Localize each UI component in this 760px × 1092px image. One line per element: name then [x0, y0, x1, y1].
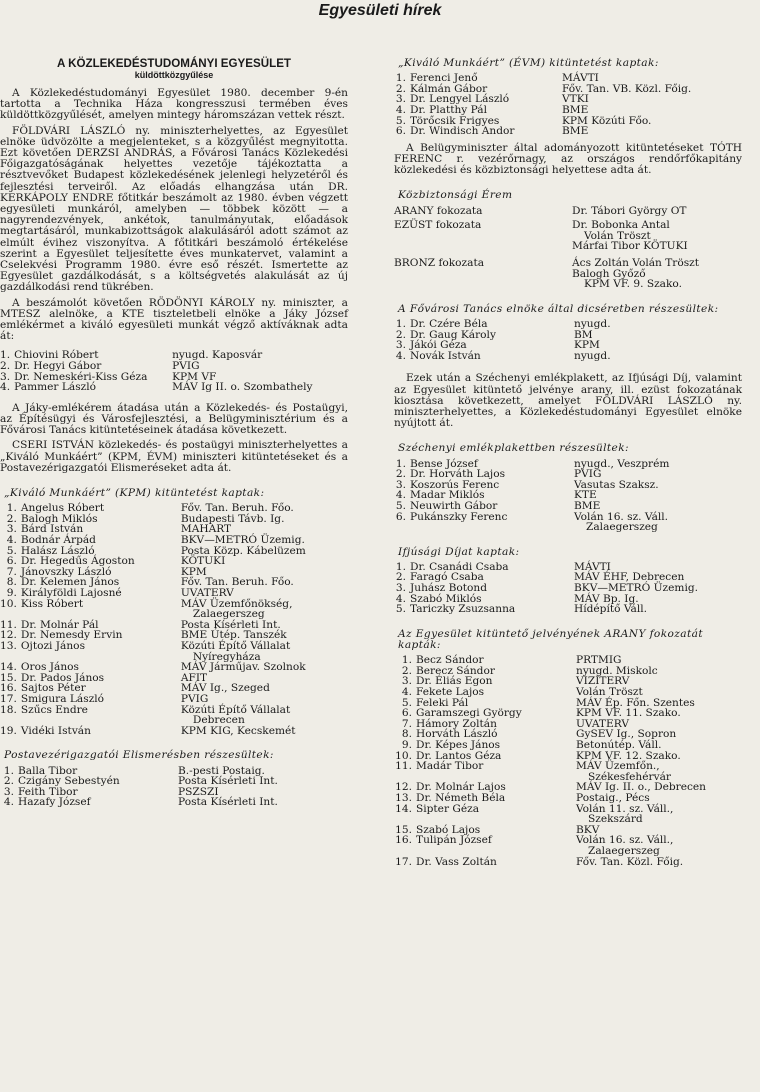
paragraph: A Belügyminiszter által adományozott kitüntetéseket TÓTH FERENC r. vezérőrnagy, az országos rendőrfőkapitány közlekedési és közbiztonsági helyettese adta át.: [394, 141, 742, 177]
list-item: 9. Dr. Képes János Betonútép. Váll.: [401, 739, 662, 752]
list-item: 3. Koszorús Ferenc Vasutas Szaksz.: [395, 478, 659, 491]
list-item: 4. Bodnár Árpád BKV—METRÓ Üzemig.: [6, 534, 305, 547]
ifjusagi-heading: Ifjúsági Díjat kaptak:: [398, 545, 520, 558]
list-item: 17. Smigura László PVIG: [0, 692, 209, 705]
list-item: 13. Dr. Németh Béla Postaig., Pécs: [395, 791, 650, 804]
list-item: 1. Dr. Czére Béla nyugd.: [395, 317, 611, 330]
page-title: Egyesületi hírek: [318, 2, 442, 19]
list-item: 5. Törőcsik Frigyes KPM Közúti Főo.: [395, 114, 652, 127]
kpm-heading: „Kiváló Munkáért” (KPM) kitüntetést kaptak:: [4, 487, 265, 500]
list-item: 3. Jákói Géza KPM: [395, 339, 600, 352]
page-header: [0, 0, 760, 18]
arany-list: [394, 655, 706, 867]
dicseret-list: [394, 319, 611, 361]
list-item: EZÜST fokozata Dr. Bobonka Antal Volán Tröszt Márfai Tibor KÖTUKI: [394, 219, 688, 253]
jaky-list: [0, 350, 313, 392]
list-item: 2. Dr. Hegyi Gábor PVIG: [0, 360, 200, 373]
list-item: 2. Berecz Sándor nyugd. Miskolc: [401, 664, 658, 677]
list-item: 3. Bárd István MAHART: [6, 523, 232, 536]
list-item: 9. Királyföldi Lajosné UVATERV: [6, 587, 234, 600]
list-item: BRONZ fokozata Ács Zoltán Volán Tröszt Balogh Győző KPM VF. 9. Szako.: [394, 256, 700, 291]
list-item: 6. Dr. Windisch Andor BME: [395, 125, 589, 138]
list-item: 1. Angelus Róbert Főv. Tan. Beruh. Főo.: [6, 502, 294, 515]
paragraph: FÖLDVÁRI LÁSZLÓ ny. miniszterhelyettes, az Egyesület elnöke üdvözölte a megjelenteket, s a közgyűlést megnyitotta. Ezt követően DERZSI ANDRÁS, a Fővárosi Tanács Közlekedési Főigazgatóságának helyettes vezetője tájékoztatta a résztvevőket Budapest közlekedésének jelenlegi helyzetéről és fejlesztési terveiről. Az előadás elhangzása után DR. KERKÁPOLY ENDRE főtitkár beszámolt az 1980. évben végzett egyesületi munkáról, amelyben — többek között — a nagyrendezvények, ankétok, tanulmányutak, előadások megtartásáról, munkabizottságok alakulásáról adott számot az elmúlt évihez viszonyítva. A főtitkári beszámoló értékelése szerint a Egyesület teljesítette éves munkatervet, valamint a Cselekvési Programm 1980. évre eső részét. Ismertette az Egyesület gazdálkodását, s a költségvetés alakulását az új gazdálkodási rend tükrében.: [0, 124, 348, 294]
paragraph: Ezek után a Széchenyi emlékplakett, az Ifjúsági Díj, valamint az Egyesület kitüntető jelvénye arany, ill. ezüst fokozatának kiosztása következett, amelyet FÖLDVÁRI LÁSZLÓ ny. miniszterhelyettes, a Közlekedéstudományi Egyesület elnöke nyújtott át.: [394, 372, 742, 430]
list-item: 6. Garamszegi György KPM VF. 11. Szako.: [401, 707, 681, 720]
list-item: 5. Halász László Posta Közp. Kábelüzem: [6, 544, 306, 557]
posta-heading: Postavezérigazgatói Elismerésben részesültek:: [4, 749, 274, 762]
evm-list: [394, 73, 691, 137]
list-item: 3. Dr. Lengyel László VTKI: [395, 93, 589, 106]
evm-heading: „Kiváló Munkáért” (ÉVM) kitüntetést kaptak:: [398, 57, 659, 69]
list-item: 13. Ojtozi János Közúti Építő Vállalat Nyíregyháza: [0, 639, 291, 663]
list-item: 4. Szabó Miklós MÁV Bp. Ig.: [395, 592, 639, 605]
list-item: 8. Horváth László GySEV Ig., Sopron: [401, 728, 677, 741]
list-item: 15. Dr. Pados János AFIT: [0, 671, 208, 684]
list-item: 10. Kiss Róbert MÁV Üzemfőnökség, Zalaegerszeg: [0, 597, 293, 621]
paragraph: A Jáky-emlékérem átadása után a Közlekedés- és Postaügyi, az Építésügyi és Városfejlesztési, a Belügyminisztérium és a Fővárosi Tanács kitüntetéseinek átadása következett.: [0, 401, 348, 437]
list-item: 10. Dr. Lantos Géza KPM VF. 12. Szako.: [395, 749, 681, 762]
list-item: 1. Becz Sándor PRTMIG: [401, 654, 622, 667]
szechenyi-list: [394, 459, 669, 533]
list-item: 14. Oros János MÁV Járműjav. Szolnok: [0, 661, 306, 674]
list-item: 15. Szabó Lajos BKV: [395, 823, 600, 836]
list-item: 3. Dr. Éliás Egon VIZITERV: [401, 675, 630, 688]
szechenyi-heading: Széchenyi emlékplakettben részesültek:: [398, 442, 630, 455]
list-item: 8. Dr. Kelemen János Főv. Tan. Beruh. Főo.: [6, 576, 294, 589]
list-item: 19. Vidéki István KPM KIG, Kecskemét: [0, 724, 296, 737]
list-item: 18. Szűcs Endre Közúti Építő Vállalat Debrecen: [0, 703, 291, 727]
list-item: 16. Tulipán József Volán 16. sz. Váll., Zalaegerszeg: [395, 834, 674, 857]
list-item: 1. Dr. Csanádi Csaba MÁVTI: [395, 560, 611, 573]
ifjusagi-list: [394, 562, 698, 615]
list-item: 3. Juhász Botond BKV—METRÓ Üzemig.: [395, 582, 698, 595]
paragraph: A beszámolót követően RÖDÖNYI KÁROLY ny. miniszter, a MTESZ alelnöke, a KTE tiszteletbeli elnöke a Jáky József emlékérmet a kiváló egyesületi munkát végző aktíváknak adta át:: [0, 296, 348, 343]
list-item: 11. Madár Tibor MÁV Üzemfőn., Székesfehérvár: [395, 760, 671, 783]
list-item: ARANY fokozata Dr. Tábori György OT: [394, 204, 687, 217]
list-item: 5. Neuwirth Gábor BME: [395, 499, 601, 512]
list-item: 2. Czigány Sebestyén Posta Kísérleti Int.: [3, 775, 278, 788]
erem-list: [394, 206, 699, 290]
paragraph: A Közlekedéstudományi Egyesület 1980. december 9-én tartotta a Technika Háza kongresszusi termében éves küldöttközgyűlését, amelyen mintegy háromszázan vettek részt.: [0, 87, 348, 122]
list-item: 2. Dr. Gaug Károly BM: [395, 328, 593, 341]
list-item: 3. Dr. Nemeskéri-Kiss Géza KPM VF: [0, 370, 217, 383]
list-item: 2. Balogh Miklós Budapesti Távb. Ig.: [6, 512, 285, 525]
list-item: 12. Dr. Nemesdy Ervin BME Útép. Tanszék: [0, 629, 287, 642]
list-item: 1. Bense József nyugd., Veszprém: [395, 457, 670, 470]
kpm-list: [0, 503, 306, 736]
list-item: 17. Dr. Vass Zoltán Főv. Tan. Közl. Főig.: [395, 855, 684, 868]
list-item: 4. Dr. Platthy Pál BME: [395, 103, 589, 116]
list-item: 2. Dr. Horváth Lajos PVIG: [395, 468, 602, 481]
list-item: 12. Dr. Molnár Lajos MÁV Ig. II. o., Debrecen: [395, 781, 706, 794]
list-item: 11. Dr. Molnár Pál Posta Kísérleti Int.: [0, 618, 281, 631]
list-item: 14. Sipter Géza Volán 11. sz. Váll., Szekszárd: [395, 802, 674, 826]
intro-paragraphs: [0, 88, 348, 342]
list-item: 7. Hámory Zoltán UVATERV: [401, 717, 629, 730]
posta-list: [0, 766, 278, 808]
list-item: 4. Hazafy József Posta Kísérleti Int.: [3, 796, 278, 809]
article-title: A KÖZLEKEDÉSTUDOMÁNYI EGYESÜLET: [56, 57, 292, 70]
list-item: 2. Faragó Csaba MÁV ÉHF, Debrecen: [395, 571, 685, 584]
list-item: 1. Balla Tibor B.-pesti Postaig.: [3, 764, 265, 777]
list-item: 4. Madar Miklós KTE: [395, 489, 597, 502]
list-item: 16. Sajtos Péter MÁV Ig., Szeged: [0, 682, 270, 695]
erem-heading: Közbiztonsági Érem: [398, 189, 513, 202]
arany-heading: Az Egyesület kitüntető jelvényének ARANY fokozatát kapták:: [398, 627, 704, 652]
left-column: [0, 58, 348, 808]
list-item: 5. Feleki Pál MÁV Ép. Főn. Szentes: [401, 696, 695, 709]
right-column: [394, 58, 742, 867]
article-subtitle: küldöttközgyűlése: [134, 70, 214, 80]
list-item: 4. Fekete Lajos Volán Tröszt: [401, 686, 643, 699]
list-item: 6. Pukánszky Ferenc Volán 16. sz. Váll. Zalaegerszeg: [395, 510, 669, 534]
list-item: 4. Novák István nyugd.: [395, 349, 611, 362]
list-item: 1. Ferenci Jenő MÁVTI: [395, 72, 599, 85]
list-item: 2. Kálmán Gábor Főv. Tan. VB. Közl. Főig.: [395, 82, 692, 95]
list-item: 3. Feith Tibor PSZSZI: [3, 785, 219, 798]
list-item: 4. Pammer László MÁV Ig II. o. Szombathely: [0, 381, 313, 394]
paragraph: CSERI ISTVÁN közlekedés- és postaügyi miniszterhelyettes a „Kiváló Munkáért” (KPM, ÉVM) miniszteri kitüntetéseket és a Postavezérigazgatói Elismeréseket adta át.: [0, 439, 348, 474]
list-item: 1. Chiovini Róbert nyugd. Kaposvár: [0, 349, 263, 362]
list-item: 6. Dr. Hegedűs Ágoston KÖTUKI: [6, 555, 226, 568]
list-item: 7. Jánovszky László KPM: [6, 565, 207, 578]
list-item: 5. Tariczky Zsuzsanna Hídépítő Váll.: [395, 603, 647, 616]
dicseret-heading: A Fővárosi Tanács elnöke által dicséretben részesültek:: [398, 302, 719, 315]
